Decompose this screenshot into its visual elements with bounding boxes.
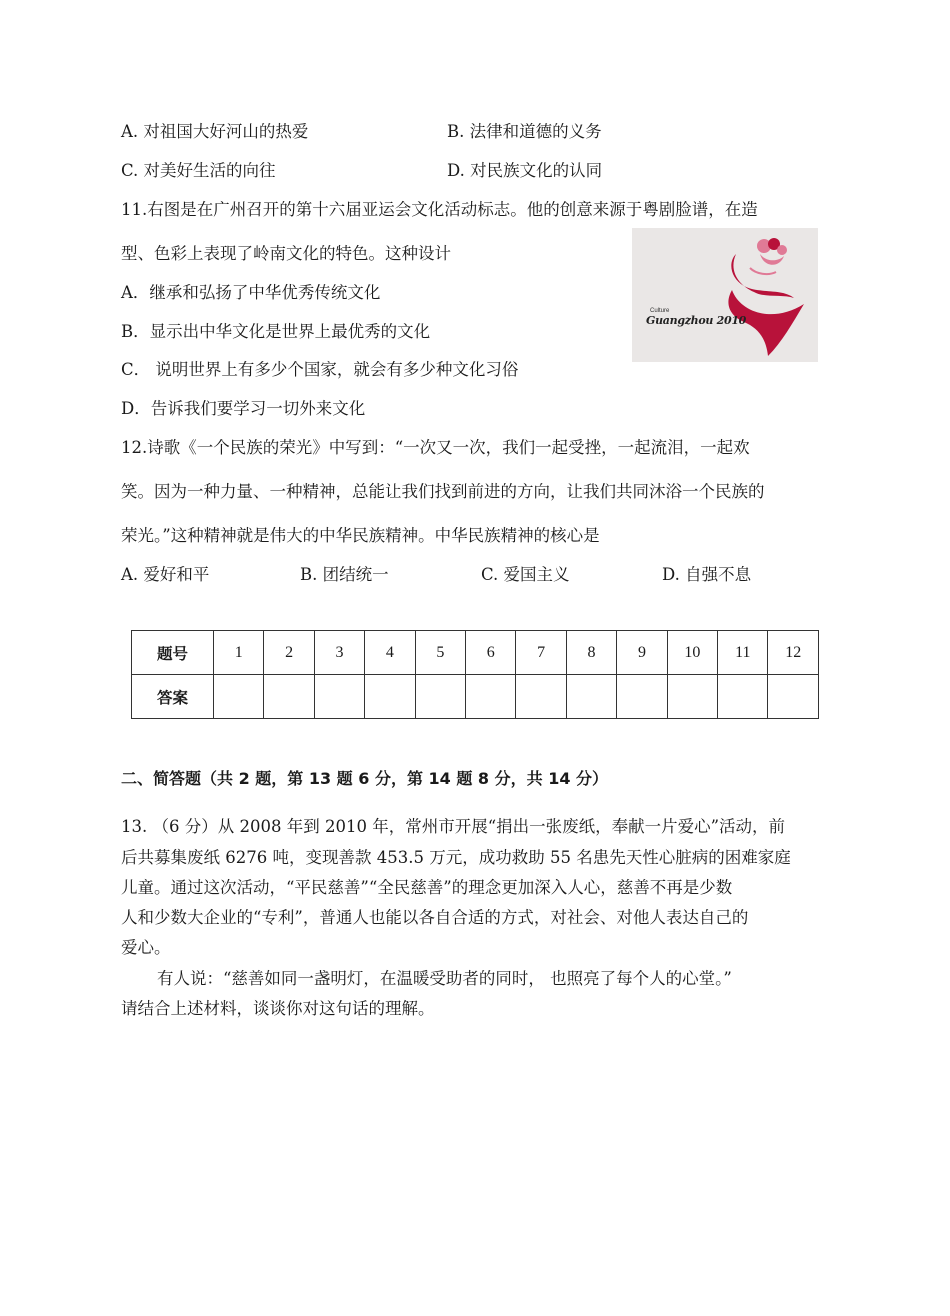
q12-option-b [300, 567, 389, 584]
question-number-cell: 3 [314, 631, 364, 675]
q12-option-a-letter: A. [121, 565, 139, 584]
q10-option-c [121, 163, 276, 180]
q11-option-c: C． 说明世界上有多少个国家，就会有多少种文化习俗 [121, 360, 519, 379]
question-number-cell: 10 [667, 631, 717, 675]
q13-line3: 儿童。通过这次活动，“平民慈善”“全民慈善”的理念更加深入人心，慈善不再是少数 [121, 878, 733, 897]
answer-cell[interactable] [516, 675, 566, 719]
q10-option-b-text: 法律和道德的义务 [469, 122, 602, 141]
q10-option-b [447, 124, 602, 141]
answer-cell[interactable] [617, 675, 667, 719]
q10-option-d [447, 163, 602, 180]
q12-option-d [662, 567, 751, 584]
question-number-cell: 4 [365, 631, 415, 675]
question-number-cell: 1 [214, 631, 264, 675]
guangzhou-culture-logo [632, 228, 818, 362]
q12-option-b-letter: B. [300, 565, 318, 584]
q12-option-d-letter: D. [662, 565, 680, 584]
question-number-cell: 2 [264, 631, 314, 675]
answer-cell[interactable] [718, 675, 768, 719]
q13-line1: 13. （6 分）从 2008 年到 2010 年，常州市开展“捐出一张废纸，奉献一片爱心”活动，前 [121, 817, 786, 836]
q11-option-b: B．显示出中华文化是世界上最优秀的文化 [121, 322, 431, 341]
answer-table-answer-row [132, 675, 819, 719]
q10-option-a-text: 对祖国大好河山的热爱 [143, 122, 309, 141]
answer-cell[interactable] [314, 675, 364, 719]
q12-option-c-letter: C. [481, 565, 499, 584]
q12-option-a-text: 爱好和平 [143, 565, 210, 584]
q10-option-a [121, 124, 308, 141]
q11-stem-line2: 型、色彩上表现了岭南文化的特色。这种设计 [121, 244, 451, 263]
answer-cell[interactable] [768, 675, 819, 719]
answer-header: 答案 [132, 675, 214, 719]
q11-stem-line1: 11.右图是在广州召开的第十六届亚运会文化活动标志。他的创意来源于粤剧脸谱，在造 [121, 200, 758, 219]
answer-table-number-row [132, 631, 819, 675]
q10-option-d-letter: D. [447, 161, 465, 180]
question-number-cell: 9 [617, 631, 667, 675]
question-number-cell: 12 [768, 631, 819, 675]
q10-option-a-letter: A. [121, 122, 139, 141]
section-2-title: 二、简答题（共 2 题，第 13 题 6 分，第 14 题 8 分，共 14 分） [121, 769, 609, 788]
question-number-cell: 7 [516, 631, 566, 675]
answer-cell[interactable] [264, 675, 314, 719]
logo-small-text: Culture [650, 308, 670, 314]
q10-option-c-letter: C. [121, 161, 139, 180]
answer-cell[interactable] [466, 675, 516, 719]
answer-table [131, 630, 819, 719]
q12-stem-line1: 12.诗歌《一个民族的荣光》中写到：“一次又一次，我们一起受挫，一起流泪，一起欢 [121, 438, 750, 457]
q10-option-c-text: 对美好生活的向往 [143, 161, 276, 180]
q11-option-d: D．告诉我们要学习一切外来文化 [121, 399, 366, 418]
logo-script-text: Guangzhou 2010 [646, 314, 747, 327]
q12-stem-line2: 笑。因为一种力量、一种精神，总能让我们找到前进的方向，让我们共同沐浴一个民族的 [121, 482, 765, 501]
question-number-cell: 8 [566, 631, 616, 675]
q13-line5: 爱心。 [121, 938, 171, 957]
q12-option-d-text: 自强不息 [685, 565, 752, 584]
q13-line2: 后共募集废纸 6276 吨，变现善款 453.5 万元，成功救助 55 名患先天性心脏病的困难家庭 [121, 848, 791, 867]
q10-option-d-text: 对民族文化的认同 [470, 161, 603, 180]
q13-question-line: 请结合上述材料，谈谈你对这句话的理解。 [121, 999, 435, 1018]
answer-cell[interactable] [365, 675, 415, 719]
q12-option-c-text: 爱国主义 [503, 565, 570, 584]
question-number-cell: 11 [718, 631, 768, 675]
answer-cell[interactable] [566, 675, 616, 719]
q10-option-b-letter: B. [447, 122, 465, 141]
answer-cell[interactable] [214, 675, 264, 719]
question-number-header: 题号 [132, 631, 214, 675]
answer-cell[interactable] [667, 675, 717, 719]
q13-quote-line: 有人说：“慈善如同一盏明灯，在温暖受助者的同时， 也照亮了每个人的心堂。” [157, 969, 732, 988]
q12-stem-line3: 荣光。”这种精神就是伟大的中华民族精神。中华民族精神的核心是 [121, 526, 600, 545]
q13-line4: 人和少数大企业的“专利”，普通人也能以各自合适的方式，对社会、对他人表达自己的 [121, 908, 749, 927]
answer-cell[interactable] [415, 675, 465, 719]
question-number-cell: 6 [466, 631, 516, 675]
q11-option-a: A．继承和弘扬了中华优秀传统文化 [121, 283, 381, 302]
q12-option-b-text: 团结统一 [322, 565, 389, 584]
q12-option-a [121, 567, 209, 584]
q12-option-c [481, 567, 570, 584]
logo-graphic [632, 228, 818, 362]
question-number-cell: 5 [415, 631, 465, 675]
